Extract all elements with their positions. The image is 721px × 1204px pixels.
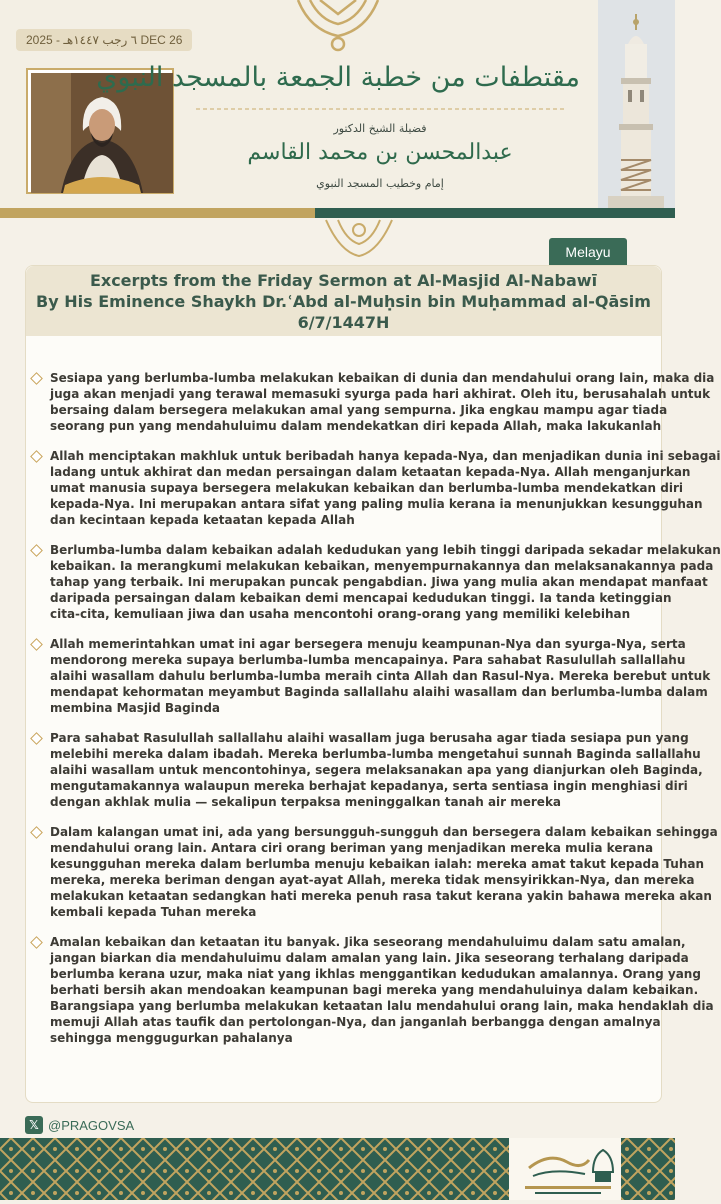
diamond-bullet-icon (30, 544, 43, 557)
header (0, 0, 675, 212)
arabic-title: مقتطفات من خطبة الجمعة بالمسجد النبوي (96, 62, 580, 93)
excerpt-line: membina Masjid Baginda (50, 701, 221, 715)
excerpt-line: dengan akhlak mulia — sekalipun terpaksa meninggalkan tanah air mereka (50, 795, 562, 809)
excerpt-line: mendahului orang lain. Antara ciri orang beriman yang menjadikan mereka mulia kerana (50, 841, 654, 855)
excerpt-line: mendapat kehormatan meyambut Baginda sallallahu alaihi wasallam dan berlumba-lumba dalam (50, 685, 708, 699)
diamond-bullet-icon (30, 638, 43, 651)
excerpt-text (50, 824, 718, 920)
excerpt-line: cita-cita, kemuliaan jiwa dan usaha mencontohi orang-orang yang memiliki kelebihan (50, 607, 631, 621)
excerpt-line: umat manusia supaya bersegera melakukan kebaikan dan berlumba-lumba mendekatkan diri (50, 481, 683, 495)
excerpt-line: kebaikan. Ia merangkumi melakukan kebaikan, menyempurnakannya dan melaksanakannya pada (50, 559, 714, 573)
excerpt-line: Sesiapa yang berlumba-lumba melakukan kebaikan di dunia dan mendahului orang lain, maka dia (50, 371, 715, 385)
arabesque-ornament-top (290, 0, 386, 52)
excerpt-line: Allah menciptakan makhluk untuk beribadah hanya kepada-Nya, dan menjadikan dunia ini sebagai (50, 449, 721, 463)
excerpt-line: Berlumba-lumba dalam kebaikan adalah kedudukan yang lebih tinggi daripada sekadar melakukan (50, 543, 721, 557)
diamond-bullet-icon (30, 936, 43, 949)
excerpt-line: memuji Allah atas taufik dan pertolongan-Nya, dan janganlah berbangga dengan amalnya (50, 1015, 661, 1029)
excerpt-line: Amalan kebaikan dan ketaatan itu banyak. Jika seseorang mendahuluimu dalam satu amalan, (50, 935, 686, 949)
excerpt-line: berlumba kerana uzur, maka niat yang ikhlas menggantikan kedudukan amalannya. Orang yang (50, 967, 701, 981)
diamond-bullet-icon (30, 732, 43, 745)
excerpt-line: Barangsiapa yang berlumba melakukan ketaatan lalu mendahului orang lain, maka hendaklah dia (50, 999, 714, 1013)
excerpt-line: ladang untuk akhirat dan medan persaingan dalam ketaatan kepada-Nya. Allah menganjurkan (50, 465, 691, 479)
excerpt-line: jangan biarkan dia mendahuluimu dalam amalan yang lain. Jika seseorang terhalang daripada (50, 951, 689, 965)
x-logo-icon: 𝕏 (25, 1116, 43, 1134)
diamond-bullet-icon (30, 372, 43, 385)
excerpt-line: daripada persaingan dalam kebaikan demi mencapai kedudukan tinggi. Ia tanda ketinggian (50, 591, 672, 605)
twitter-link[interactable] (25, 1115, 134, 1135)
speaker-name: عبدالمحسن بن محمد القاسم (247, 140, 513, 165)
card-header (26, 266, 661, 336)
excerpt-line: mereka, mereka beriman dengan ayat-ayat Allah, mereka tidak mensyirikkan-Nya, dan mereka (50, 873, 695, 887)
excerpt-line: mendorong mereka supaya berlumba-lumba mencapainya. Para sahabat Rasulullah sallallahu (50, 653, 686, 667)
minaret-image (598, 0, 675, 210)
language-tab[interactable]: Melayu (549, 238, 627, 266)
excerpt-text (50, 448, 721, 528)
speaker-honorific: فضيلة الشيخ الدكتور (333, 122, 427, 135)
gold-stripe (0, 208, 315, 218)
excerpt-line: Dalam kalangan umat ini, ada yang bersungguh-sungguh dan bersegera dalam kebaikan sehingga (50, 825, 718, 839)
excerpt-line: Para sahabat Rasulullah sallallahu alaihi wasallam juga berusaha agar tiada sesiapa pun yang (50, 731, 689, 745)
excerpt-line: Allah memerintahkan umat ini agar bersegera menuju keampunan-Nya dan syurga-Nya, serta (50, 637, 686, 651)
excerpt-line: alaihi wasallam untuk mencontohinya, segera melaksanakan apa yang dianjurkan oleh Baginda, (50, 763, 703, 777)
excerpt-line: dan kecintaan kepada ketaatan kepada Allah (50, 513, 355, 527)
presidency-logo (509, 1138, 621, 1200)
diamond-bullet-icon (30, 826, 43, 839)
excerpt-line: seorang pun yang mendahuluimu dalam mendekatkan diri kepada Allah, maka lakukanlah (50, 419, 662, 433)
excerpt-line: sehingga menggugurkan pahalanya (50, 1031, 293, 1045)
excerpt-line: kepada-Nya. Ini merupakan antara sifat yang paling mulia kerana ia menunjukkan kesungguhan (50, 497, 703, 511)
diamond-bullet-icon (30, 450, 43, 463)
excerpt-line: melakukan ketaatan sedangkan hati mereka penuh rasa takut kerana yakin bahawa mereka akan (50, 889, 712, 903)
card-subtitle: By His Eminence Shaykh Dr.ʿAbd al-Muḥsin bin Muḥammad al-Qāsim (36, 292, 651, 311)
excerpt-line: alaihi wasallam dahulu berlumba-lumba meraih cinta Allah dan Rasul-Nya. Mereka berebut untuk (50, 669, 711, 683)
date-label: ٦ رجب ١٤٤٧هـ - 2025 DEC 26 (16, 29, 192, 51)
excerpt-text (50, 934, 714, 1046)
arabesque-ornament-middle (322, 216, 396, 262)
excerpt-text (50, 370, 715, 434)
excerpt-line: kembali kepada Tuhan mereka (50, 905, 257, 919)
excerpt-line: juga akan menjadi yang terawal memasuki syurga pada hari akhirat. Oleh itu, berusahalah untuk (50, 387, 711, 401)
excerpt-line: berhati bersih akan mendoakan keampunan bagi mereka yang mendahuluinya dalam kebaikan. (50, 983, 699, 997)
excerpt-line: kesungguhan mereka dalam berlumba menuju kebaikan ialah: mereka amat takut kepada Tuhan (50, 857, 704, 871)
excerpt-line: melebihi mereka dalam ibadah. Mereka berlumba-lumba mengetahui sunnah Baginda sallallahu (50, 747, 701, 761)
excerpt-line: bersaing dalam bersegera melakukan amal yang sempurna. Jika engkau mampu agar tiada (50, 403, 668, 417)
excerpt-text (50, 542, 721, 622)
excerpt-text (50, 730, 703, 810)
twitter-handle: @PRAGOVSA (48, 1117, 135, 1133)
speaker-role: إمام وخطيب المسجد النبوي (316, 177, 444, 190)
excerpt-line: tahap yang terbaik. Ini merupakan puncak pengabdian. Jiwa yang mulia akan mendapat manfaat (50, 575, 708, 589)
excerpt-text (50, 636, 711, 716)
haramain-logo-icon (509, 1138, 621, 1200)
card-date: 6/7/1447H (297, 313, 390, 332)
card-title: Excerpts from the Friday Sermon at Al-Masjid Al-Nabawī (89, 271, 598, 290)
excerpt-line: mengutamakannya walaupun mereka berhajat kepadanya, serta sentiasa ingin menghiasi diri (50, 779, 688, 793)
sermon-card (25, 265, 721, 1103)
title-underline-ornament (196, 104, 566, 114)
